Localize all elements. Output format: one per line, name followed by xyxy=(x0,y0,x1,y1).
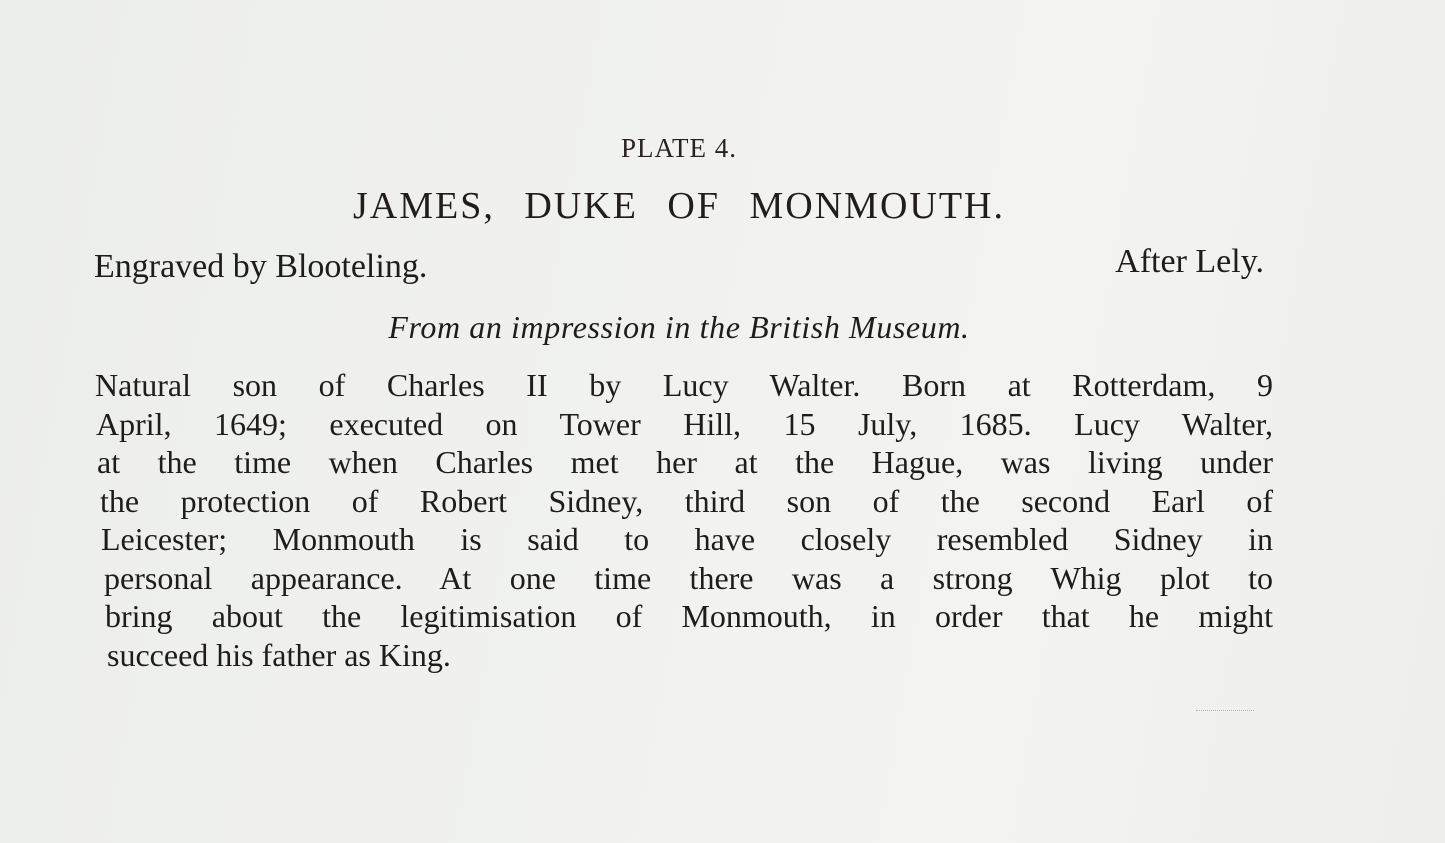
page-title: JAMES, DUKE OF MONMOUTH. xyxy=(353,185,1005,227)
body-line: the protection of Robert Sidney, third son of the second Earl of xyxy=(100,482,1273,519)
faint-pencil-mark xyxy=(1196,710,1254,714)
engraver-credit: Engraved by Blooteling. xyxy=(94,248,428,285)
body-line: bring about the legitimisation of Monmouth, in order that he might xyxy=(105,598,1273,634)
plate-number: PLATE 4. xyxy=(621,133,737,163)
body-line: at the time when Charles met her at the Hague, was living under xyxy=(97,444,1273,480)
body-line: Natural son of Charles II by Lucy Walter. Born at Rotterdam, 9 xyxy=(95,367,1273,403)
body-paragraph xyxy=(93,366,1273,674)
artist-credit: After Lely. xyxy=(1115,243,1264,280)
body-line: succeed his father as King. xyxy=(107,636,451,673)
body-line: Leicester; Monmouth is said to have closely resembled Sidney in xyxy=(101,521,1273,557)
body-line: personal appearance. At one time there was a strong Whig plot to xyxy=(104,559,1273,596)
source-note: From an impression in the British Museum. xyxy=(388,309,970,345)
body-line: April, 1649; executed on Tower Hill, 15 July, 1685. Lucy Walter, xyxy=(96,405,1273,442)
